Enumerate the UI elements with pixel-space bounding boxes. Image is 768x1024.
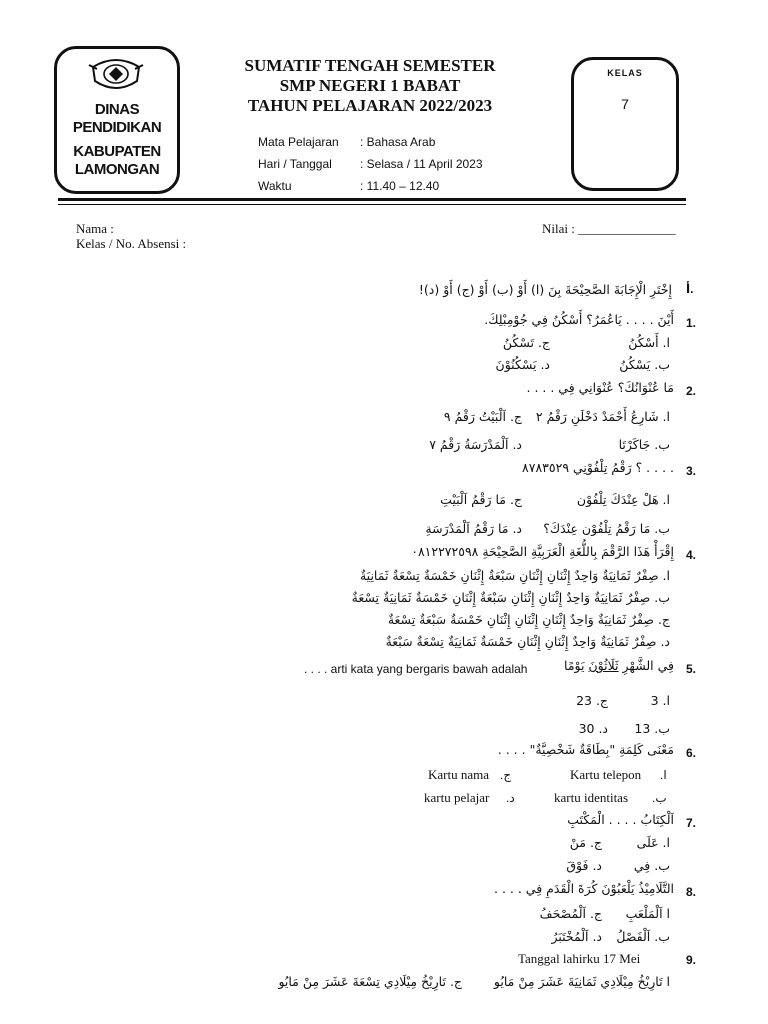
- question-7-option-c[interactable]: ج. مَنْ: [569, 835, 602, 850]
- question-8-option-a[interactable]: ا اَلْمَلْعَبِ: [625, 906, 670, 921]
- question-6-option-d[interactable]: kartu pelajar: [424, 790, 490, 805]
- question-3-option-c[interactable]: ج. مَا رَقْمُ اَلْبَيْتِ: [440, 492, 522, 507]
- question-5-option-c[interactable]: ج. 23: [576, 693, 608, 708]
- question-7-option-b[interactable]: ب. فِي: [633, 858, 670, 873]
- question-6-option-b[interactable]: kartu identitas: [554, 790, 629, 805]
- question-8-number: 8.: [686, 885, 697, 899]
- question-7-option-a[interactable]: ا. عَلَى: [636, 835, 670, 850]
- question-3-option-a[interactable]: ا. هَلْ عِنْدَكَ تِلْفُوْن: [576, 492, 670, 507]
- question-6-option-d-mark: .د: [506, 791, 515, 805]
- institution-name: [65, 101, 169, 189]
- class-value: 7: [621, 96, 629, 112]
- question-2-option-a[interactable]: ا. شَارِعُ أَحْمَدْ دَخْلَنِ رَقْمُ ٢: [535, 409, 670, 424]
- question-2-option-d[interactable]: د. اَلْمَدْرَسَةُ رَقْمُ ٧: [429, 437, 522, 452]
- question-2-option-c[interactable]: ج. اَلْبَيْتُ رَقْمُ ٩: [443, 409, 522, 424]
- question-5-stem-after: يَوْمًا: [564, 658, 585, 673]
- institution-line-1: DINAS PENDIDIKAN: [72, 101, 162, 136]
- question-5-underlined-word: ثَلَاثُوْنَ: [588, 658, 619, 673]
- header-divider-thick: [58, 198, 686, 201]
- question-1-option-d[interactable]: د. يَسْكُنُوْنَ: [495, 357, 550, 372]
- question-4-option-b[interactable]: ب. صِفْرٌ ثَمَانِيَةٌ وَاحِدٌ إِثْنَانِ إِثْنَانِ سَبْعَةٌ إِثْنَانِ خَمْسَةٌ ثَمَانِيَةٌ تِسْعَةٌ: [351, 590, 670, 605]
- question-4-option-a[interactable]: ا. صِفْرٌ ثَمَانِيَةٌ وَاحِدٌ إِثْنَانِ إِثْنَانِ سَبْعَةٌ إِثْنَانِ خَمْسَةٌ تِسْعَةٌ ثَمَانِيَةٌ: [359, 568, 670, 583]
- exam-title-line-2: SMP NEGERI 1 BABAT: [279, 76, 461, 95]
- question-6-option-a[interactable]: Kartu telepon: [570, 767, 642, 782]
- question-8-option-d[interactable]: د. اَلْمُخْتَبَرُ: [551, 929, 602, 944]
- class-label: KELAS: [607, 68, 643, 78]
- question-8-stem: التَّلَامِيْذُ يَلْعَبُوْنَ كُرَةَ الْقَدَمِ فِي . . . .: [494, 881, 674, 896]
- question-9-number: 9.: [686, 953, 697, 967]
- time-value: : 11.40 – 12.40: [360, 179, 440, 193]
- question-3-option-b[interactable]: ب. مَا رَقْمُ تِلْفُوْن عِنْدَكَ؟: [543, 521, 670, 536]
- exam-title-line-3: TAHUN PELAJARAN 2022/2023: [247, 96, 493, 115]
- question-9-stem: Tanggal lahirku 17 Mei: [518, 951, 641, 966]
- question-4-number: 4.: [686, 548, 697, 562]
- question-2-number: 2.: [686, 384, 697, 398]
- time-label: Waktu: [258, 179, 292, 193]
- student-class-field[interactable]: Kelas / No. Absensi :: [76, 236, 187, 251]
- question-6-option-b-mark: .ب: [652, 791, 667, 805]
- date-label: Hari / Tanggal: [258, 157, 332, 171]
- question-1-option-b[interactable]: ب. يَسْكُنُ: [619, 357, 670, 372]
- question-1-option-c[interactable]: ج. تَسْكُنُ: [502, 335, 550, 350]
- question-2-option-b[interactable]: ب. جَاكَرْتَا: [618, 437, 670, 452]
- question-3-number: 3.: [686, 464, 697, 478]
- question-6-number: 6.: [686, 746, 697, 760]
- question-1-option-a[interactable]: ا. أَسْكُنُ: [628, 335, 670, 350]
- question-5-stem-arabic: [564, 658, 674, 673]
- class-box: [571, 57, 679, 191]
- question-5-stem-before: فِي الشَّهْرِ: [622, 658, 674, 673]
- question-6-option-c[interactable]: Kartu nama: [428, 767, 490, 782]
- question-7-number: 7.: [686, 816, 697, 830]
- question-3-option-d[interactable]: د. مَا رَقْمُ اَلْمَدْرَسَةِ: [425, 521, 522, 536]
- question-1-number: 1.: [686, 316, 697, 330]
- subject-label: Mata Pelajaran: [258, 135, 339, 149]
- header-divider-thin: [58, 204, 686, 205]
- question-8-option-b[interactable]: ب. اَلْفَصْلُ: [616, 929, 670, 944]
- subject-value: : Bahasa Arab: [360, 135, 436, 149]
- question-4-option-d[interactable]: د. صِفْرٌ ثَمَانِيَةٌ وَاحِدٌ إِثْنَانِ إِثْنَانِ خَمْسَةٌ ثَمَانِيَةٌ تِسْعَةٌ سَبْعَةٌ: [385, 634, 670, 649]
- logo-box: [54, 46, 180, 194]
- question-6-option-c-mark: .ج: [500, 768, 512, 782]
- section-instruction: إِخْتَرِ الْإِجَابَةَ الصَّحِيْحَةَ بِنَ (ا) أَوْ (ب) أَوْ (ج) أَوْ (د)!: [418, 282, 672, 297]
- date-value: : Selasa / 11 April 2023: [360, 157, 483, 171]
- question-4-option-c[interactable]: ج. صِفْرٌ ثَمَانِيَةٌ وَاحِدٌ إِثْنَانِ إِثْنَانِ إِثْنَانِ خَمْسَةٌ سَبْعَةٌ تِسْعَةٌ: [387, 612, 670, 627]
- student-name-field[interactable]: Nama :: [76, 221, 114, 236]
- question-5-option-b[interactable]: ب. 13: [634, 721, 670, 736]
- question-6-option-a-mark: .ا: [660, 768, 667, 782]
- question-5-option-a[interactable]: ا. 3: [650, 693, 670, 708]
- question-9-option-a[interactable]: ا تَارِيْخُ مِيْلَادِي ثَمَانِيَةَ عَشَرَ مِنْ مَايُو: [493, 974, 670, 989]
- question-7-option-d[interactable]: د. فَوْقَ: [566, 858, 602, 873]
- question-1-stem: أَيْنَ . . . . يَاعُمَرُ؟ أَسْكُنُ فِي جُوْمِبْلِكَ.: [484, 312, 674, 327]
- question-6-stem: مَعْنَى كَلِمَةِ "بِطَاقَةٌ شَخْصِيَّةٌ" . . . .: [497, 742, 674, 757]
- institution-line-2: KABUPATEN LAMONGAN: [73, 143, 161, 178]
- question-2-stem: مَا عُنْوَانُكَ؟ عُنْوَانِي فِي . . . .: [526, 380, 674, 395]
- question-5-option-d[interactable]: د. 30: [578, 721, 608, 736]
- question-7-stem: اَلْكِتَابُ . . . . الْمَكْتَبِ: [567, 812, 674, 827]
- exam-title-line-1: SUMATIF TENGAH SEMESTER: [244, 56, 496, 75]
- question-5-number: 5.: [686, 662, 697, 676]
- question-9-option-c[interactable]: ج. تَارِيْخُ مِيْلَادِي تِسْعَةَ عَشَرَ مِنْ مَايُو: [278, 974, 462, 989]
- score-field[interactable]: Nilai : _______________: [542, 221, 676, 236]
- question-4-stem: إِقْرَأْ هَذَا الرَّقْمَ بِاللُّغَةِ الْعَرَبِيَّةِ الصَّحِيْحَةِ ٠٨١٢٢٧٢٥٩٨: [411, 544, 674, 559]
- question-3-stem: . . . . ؟ رَقْمُ تِلْفُوْنِي ٨٧٨٣٥٢٩: [522, 460, 674, 475]
- regency-emblem-icon: [87, 55, 145, 95]
- question-5-stem-latin: . . . . arti kata yang bergaris bawah adalah: [304, 662, 528, 676]
- question-8-option-c[interactable]: ج. اَلْمُصْحَفُ: [539, 906, 602, 921]
- section-letter: أ.: [686, 282, 694, 296]
